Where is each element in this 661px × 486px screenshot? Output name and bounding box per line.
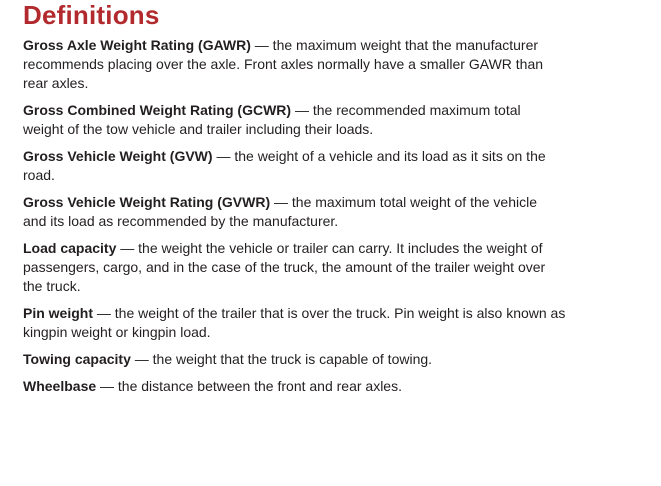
definition-term: Load capacity	[23, 240, 117, 256]
definitions-list	[23, 36, 643, 396]
definition-term: Gross Vehicle Weight Rating (GVWR)	[23, 194, 271, 210]
definition-term: Gross Axle Weight Rating (GAWR)	[23, 37, 251, 53]
definition-text: — the weight the vehicle or trailer can carry. It includes the weight of passengers, cargo, and in the case of the truck, the amount of the trailer weight over the truck.	[23, 240, 546, 294]
definition-term: Towing capacity	[23, 351, 131, 367]
definitions-page	[23, 0, 643, 404]
definition-wheelbase	[23, 377, 568, 396]
definition-text: — the recommended maximum total weight of the tow vehicle and trailer including their loads.	[23, 102, 521, 137]
definition-text: — the weight of the trailer that is over the truck. Pin weight is also known as kingpin weight or kingpin load.	[23, 305, 566, 340]
definition-term: Gross Vehicle Weight (GVW)	[23, 148, 213, 164]
definition-towing-capacity	[23, 350, 568, 369]
definition-load-capacity	[23, 239, 568, 296]
page-title: Definitions	[23, 0, 160, 30]
definition-gawr	[23, 36, 563, 93]
definition-text: — the distance between the front and rear axles.	[96, 378, 402, 394]
definition-term: Wheelbase	[23, 378, 97, 394]
definition-text: — the maximum weight that the manufacturer recommends placing over the axle. Front axles normally have a smaller GAWR than rear axles.	[23, 37, 544, 91]
definition-term: Pin weight	[23, 305, 93, 321]
definition-gcwr	[23, 101, 563, 139]
definition-pin-weight	[23, 304, 568, 342]
definition-term: Gross Combined Weight Rating (GCWR)	[23, 102, 292, 118]
definition-text: — the weight that the truck is capable of towing.	[130, 351, 433, 367]
definition-gvw	[23, 147, 563, 185]
definition-gvwr	[23, 193, 563, 231]
definition-text: — the weight of a vehicle and its load as it sits on the road.	[23, 148, 546, 183]
definition-text: — the maximum total weight of the vehicle and its load as recommended by the manufacturer.	[23, 194, 538, 229]
